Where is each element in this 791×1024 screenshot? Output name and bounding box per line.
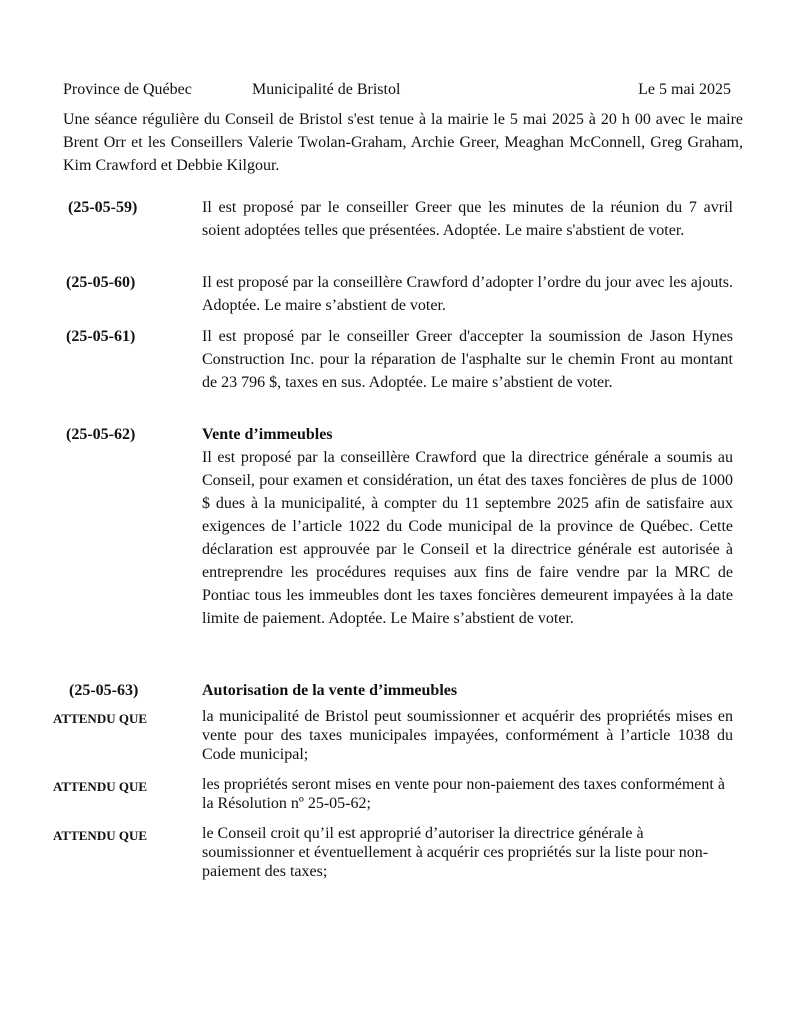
whereas-label: ATTENDU QUE — [53, 779, 148, 794]
resolution-text: Il est proposé par le conseiller Greer que les minutes de la réunion du 7 avril soient adoptées telles que présentées. Adoptée. Le maire s'abstient de voter. — [202, 199, 733, 239]
resolution-number: (25-05-59) — [68, 199, 138, 216]
resolution-title: Autorisation de la vente d’immeubles — [202, 682, 458, 699]
whereas-text: les propriétés seront mises en vente pour non-paiement des taxes conformément à la Résolution nº 25-05-62; — [202, 776, 725, 812]
resolution-number: (25-05-62) — [66, 426, 136, 443]
resolution-text: Il est proposé par la conseillère Crawford que la directrice générale a soumis au Conseil, pour examen et considération, un état des taxes foncières de plus de 1000 $ dues à la municipalité, à compter du 11 septembre 2025 afin de satisfaire aux exigences de l’article 1022 du Code municipal de la province de Québec. Cette déclaration est approuvée par le Conseil et la directrice générale est autorisée à entreprendre les procédures requises aux fins de faire vendre par la MRC de Pontiac tous les immeubles dont les taxes foncières demeurent impayées à la date limite de paiement. Adoptée. Le Maire s’abstient de voter. — [202, 449, 733, 627]
province-label: Province de Québec — [63, 81, 192, 98]
municipality-label: Municipalité de Bristol — [252, 81, 401, 98]
intro-paragraph: Une séance régulière du Conseil de Bristol s'est tenue à la mairie le 5 mai 2025 à 20 h 00 avec le maire Brent Orr et les Conseillers Valerie Twolan-Graham, Archie Greer, Meaghan McConnell, Greg Graham, Kim Crawford et Debbie Kilgour. — [63, 111, 743, 174]
resolution-number: (25-05-63) — [69, 682, 139, 699]
resolution-content — [202, 679, 733, 702]
resolution-number: (25-05-61) — [66, 328, 136, 345]
resolution-text: Il est proposé par le conseiller Greer d'accepter la soumission de Jason Hynes Construction Inc. pour la réparation de l'asphalte sur le chemin Front au montant de 23 796 $, taxes en sus. Adoptée. Le maire s’abstient de voter. — [202, 328, 733, 391]
resolution-number: (25-05-60) — [66, 274, 136, 291]
resolution-title: Vente d’immeubles — [202, 426, 333, 443]
whereas-text: le Conseil croit qu’il est approprié d’autoriser la directrice générale à soumissionner et éventuellement à acquérir ces propriétés sur la liste pour non-paiement des taxes; — [202, 825, 709, 880]
whereas-label: ATTENDU QUE — [53, 828, 148, 843]
meeting-date: Le 5 mai 2025 — [638, 81, 731, 98]
resolution-text: Il est proposé par la conseillère Crawford d’adopter l’ordre du jour avec les ajouts. Adoptée. Le maire s’abstient de voter. — [202, 274, 733, 314]
document-header — [63, 81, 731, 103]
whereas-text: la municipalité de Bristol peut soumissionner et acquérir des propriétés mises en vente pour des taxes municipales impayées, conformément à l’article 1038 du Code municipal; — [202, 708, 733, 763]
resolution-content — [202, 423, 733, 630]
whereas-label: ATTENDU QUE — [53, 711, 148, 726]
